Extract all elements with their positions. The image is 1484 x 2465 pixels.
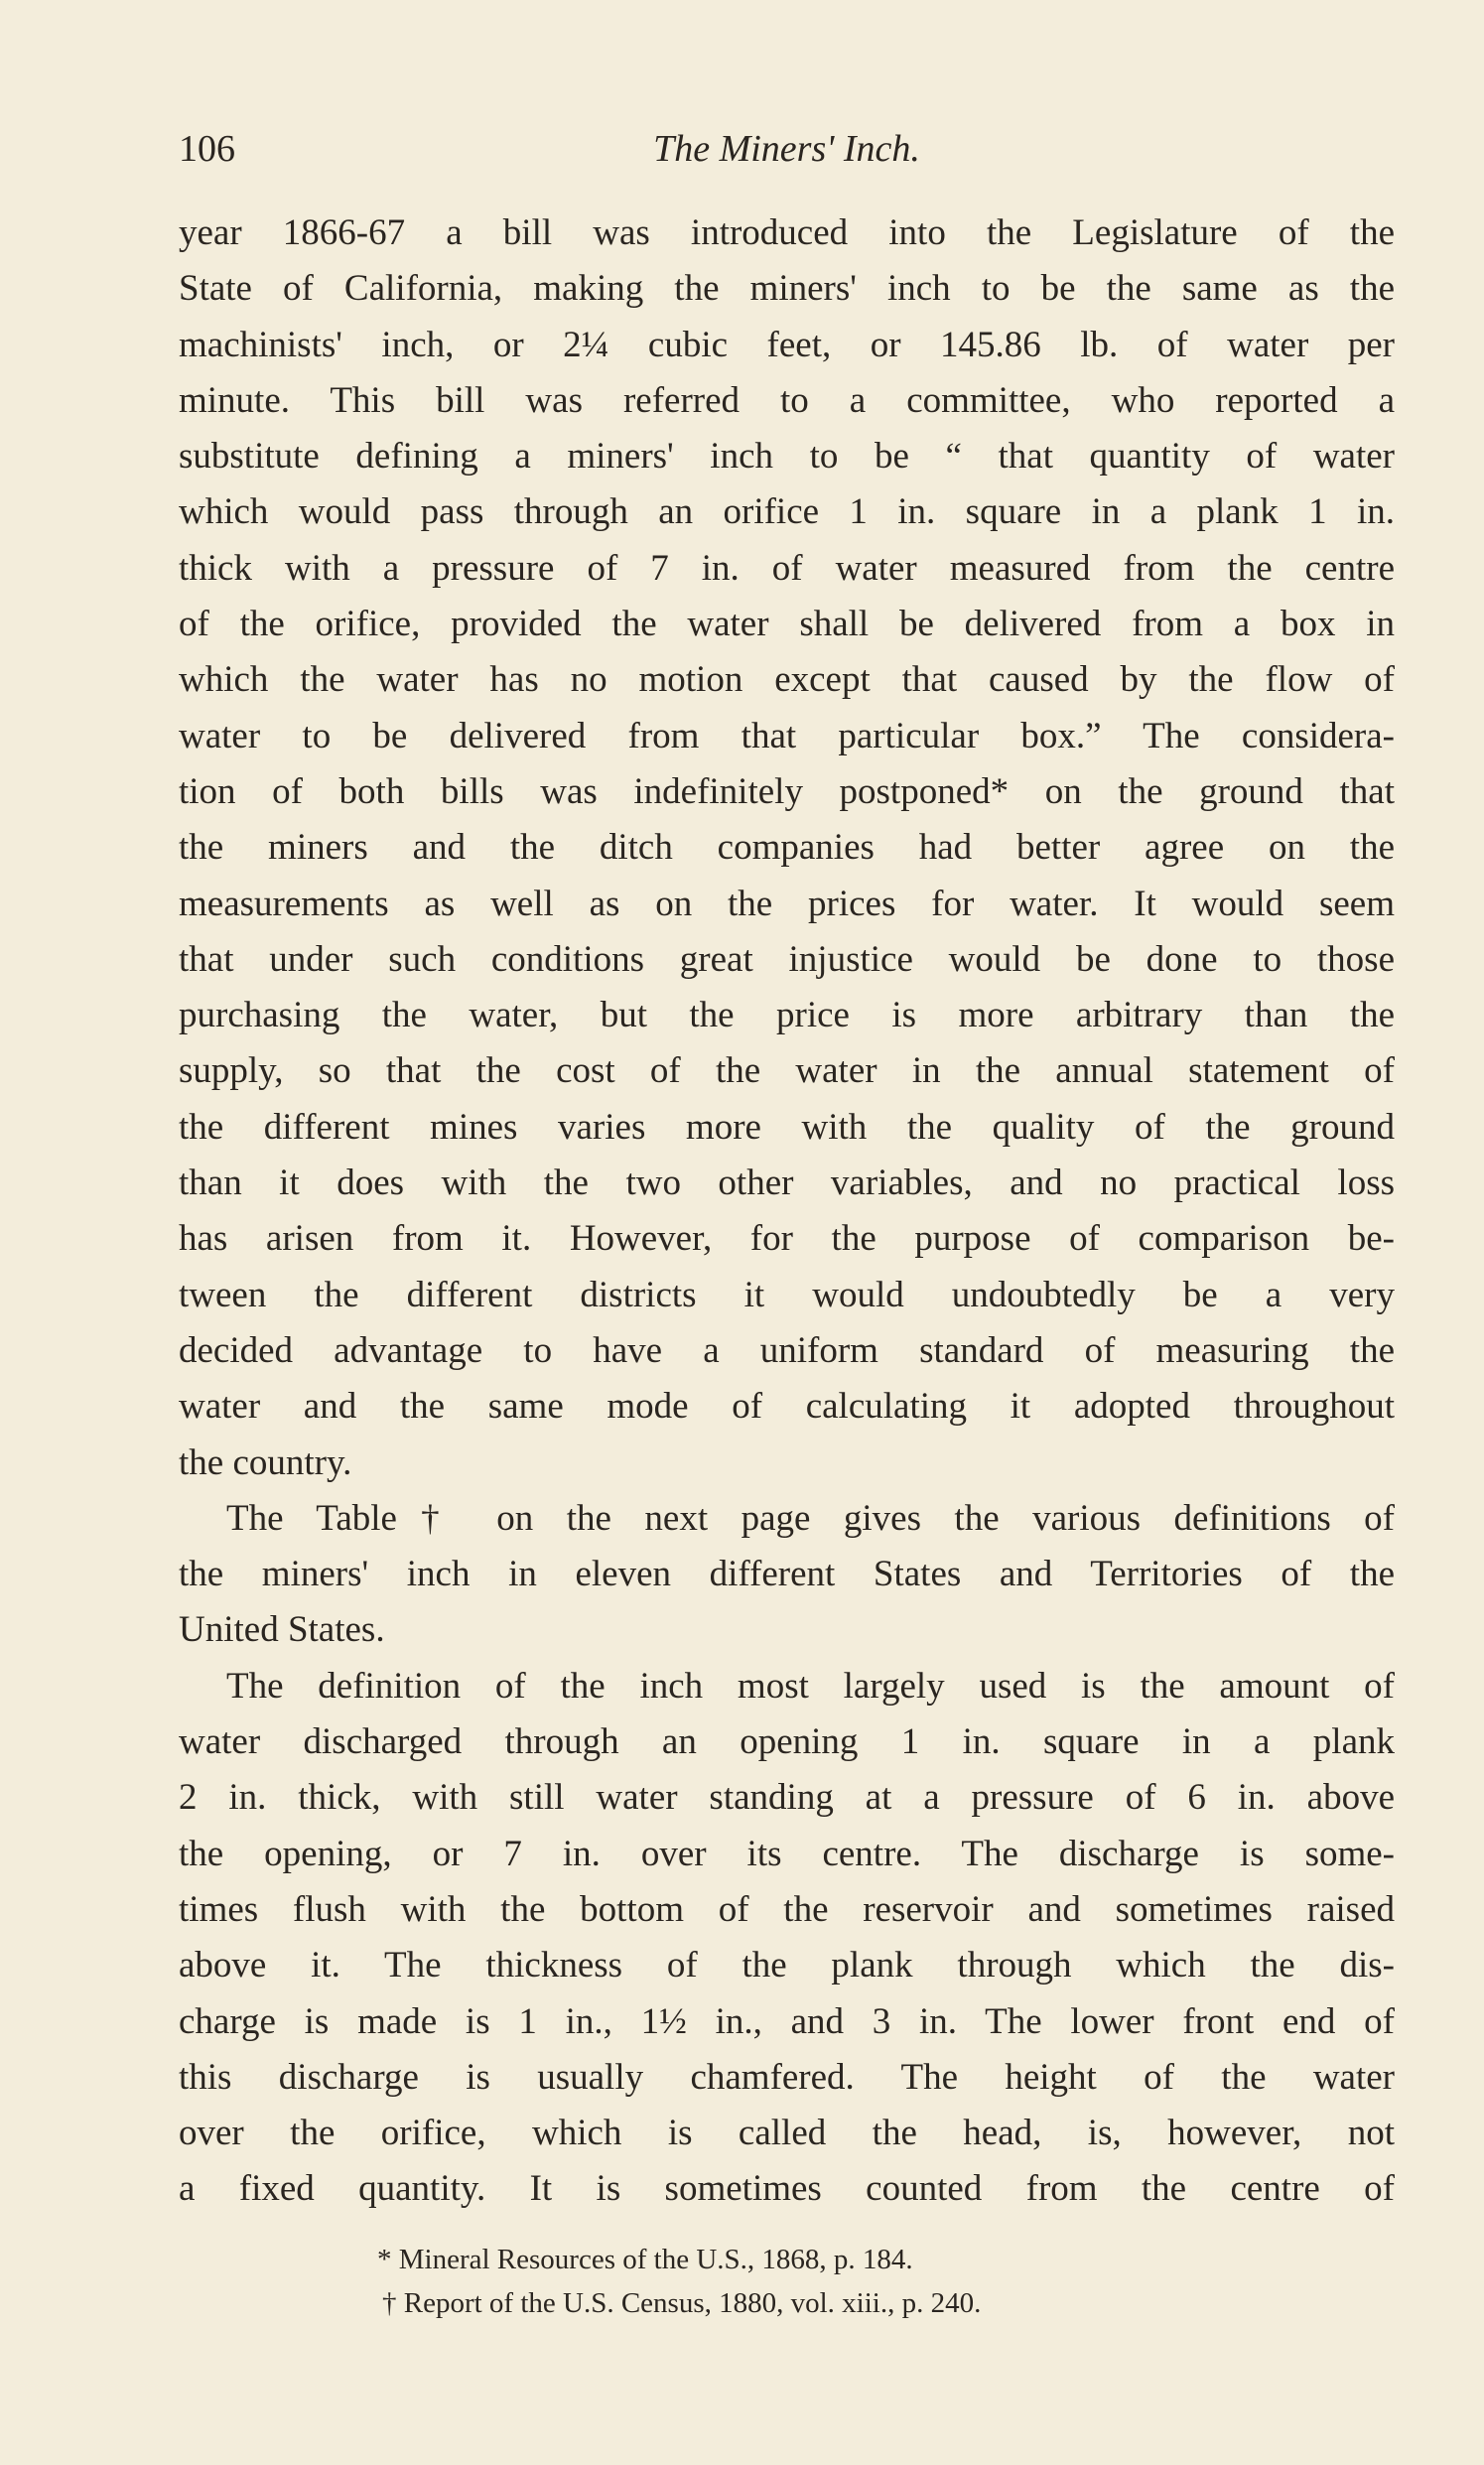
text-line: measurements as well as on the prices for water. It would seem <box>179 883 1395 924</box>
text-line: the opening, or 7 in. over its centre. The discharge is some- <box>179 1833 1395 1874</box>
footnote: * Mineral Resources of the U.S., 1868, p. 184. <box>377 2244 913 2275</box>
text-line: purchasing the water, but the price is more arbitrary than the <box>179 995 1395 1036</box>
text-line: United States. <box>179 1609 385 1651</box>
text-line: the miners and the ditch companies had better agree on the <box>179 827 1395 869</box>
text-line: decided advantage to have a uniform standard of measuring the <box>179 1329 1395 1371</box>
footnotes <box>377 2238 1271 2325</box>
text-line: water to be delivered from that particular box.” The considera- <box>179 715 1395 756</box>
text-line: has arisen from it. However, for the purpose of comparison be- <box>179 1218 1395 1260</box>
text-line: the country. <box>179 1441 352 1483</box>
text-line: the different mines varies more with the quality of the ground <box>179 1106 1395 1148</box>
text-line: 2 in. thick, with still water standing at a pressure of 6 in. above <box>179 1777 1395 1819</box>
text-line: machinists' inch, or 2¼ cubic feet, or 145.86 lb. of water per <box>179 324 1395 365</box>
text-line: of the orifice, provided the water shall be delivered from a box in <box>179 604 1395 645</box>
text-line: The Table† on the next page gives the various definitions of <box>226 1497 1395 1539</box>
text-line: substitute defining a miners' inch to be “ that quantity of water <box>179 436 1395 478</box>
running-head <box>179 119 1395 179</box>
text-line: tion of both bills was indefinitely postponed* on the ground that <box>179 770 1395 812</box>
text-line: over the orifice, which is called the head, is, however, not <box>179 2113 1395 2154</box>
text-line: a fixed quantity. It is sometimes counted from the centre of <box>179 2168 1395 2210</box>
text-line: which the water has no motion except that caused by the flow of <box>179 659 1395 701</box>
text-line: year 1866-67 a bill was introduced into the Legislature of the <box>179 212 1395 253</box>
text-line: supply, so that the cost of the water in the annual statement of <box>179 1050 1395 1092</box>
text-line: the miners' inch in eleven different States and Territories of the <box>179 1554 1395 1595</box>
text-line: that under such conditions great injustice would be done to those <box>179 938 1395 980</box>
text-line: charge is made is 1 in., 1½ in., and 3 in. The lower front end of <box>179 2000 1395 2042</box>
text-line: thick with a pressure of 7 in. of water measured from the centre <box>179 547 1395 589</box>
page-number: 106 <box>179 128 235 170</box>
footnote: † Report of the U.S. Census, 1880, vol. xiii., p. 240. <box>382 2287 982 2319</box>
text-line: than it does with the two other variables, and no practical loss <box>179 1163 1395 1204</box>
text-line: The definition of the inch most largely used is the amount of <box>226 1665 1395 1707</box>
text-line: which would pass through an orifice 1 in. square in a plank 1 in. <box>179 491 1395 533</box>
text-line: State of California, making the miners' inch to be the same as the <box>179 268 1395 310</box>
running-title: The Miners' Inch. <box>653 128 920 170</box>
text-line: water and the same mode of calculating it adopted throughout <box>179 1386 1395 1428</box>
text-line: tween the different districts it would undoubtedly be a very <box>179 1274 1395 1315</box>
text-line: this discharge is usually chamfered. The height of the water <box>179 2056 1395 2098</box>
text-line: times flush with the bottom of the reservoir and sometimes raised <box>179 1888 1395 1930</box>
text-line: water discharged through an opening 1 in. square in a plank <box>179 1721 1395 1763</box>
body-text <box>179 205 1395 2218</box>
text-line: minute. This bill was referred to a committee, who reported a <box>179 379 1395 421</box>
text-line: above it. The thickness of the plank through which the dis- <box>179 1945 1395 1986</box>
